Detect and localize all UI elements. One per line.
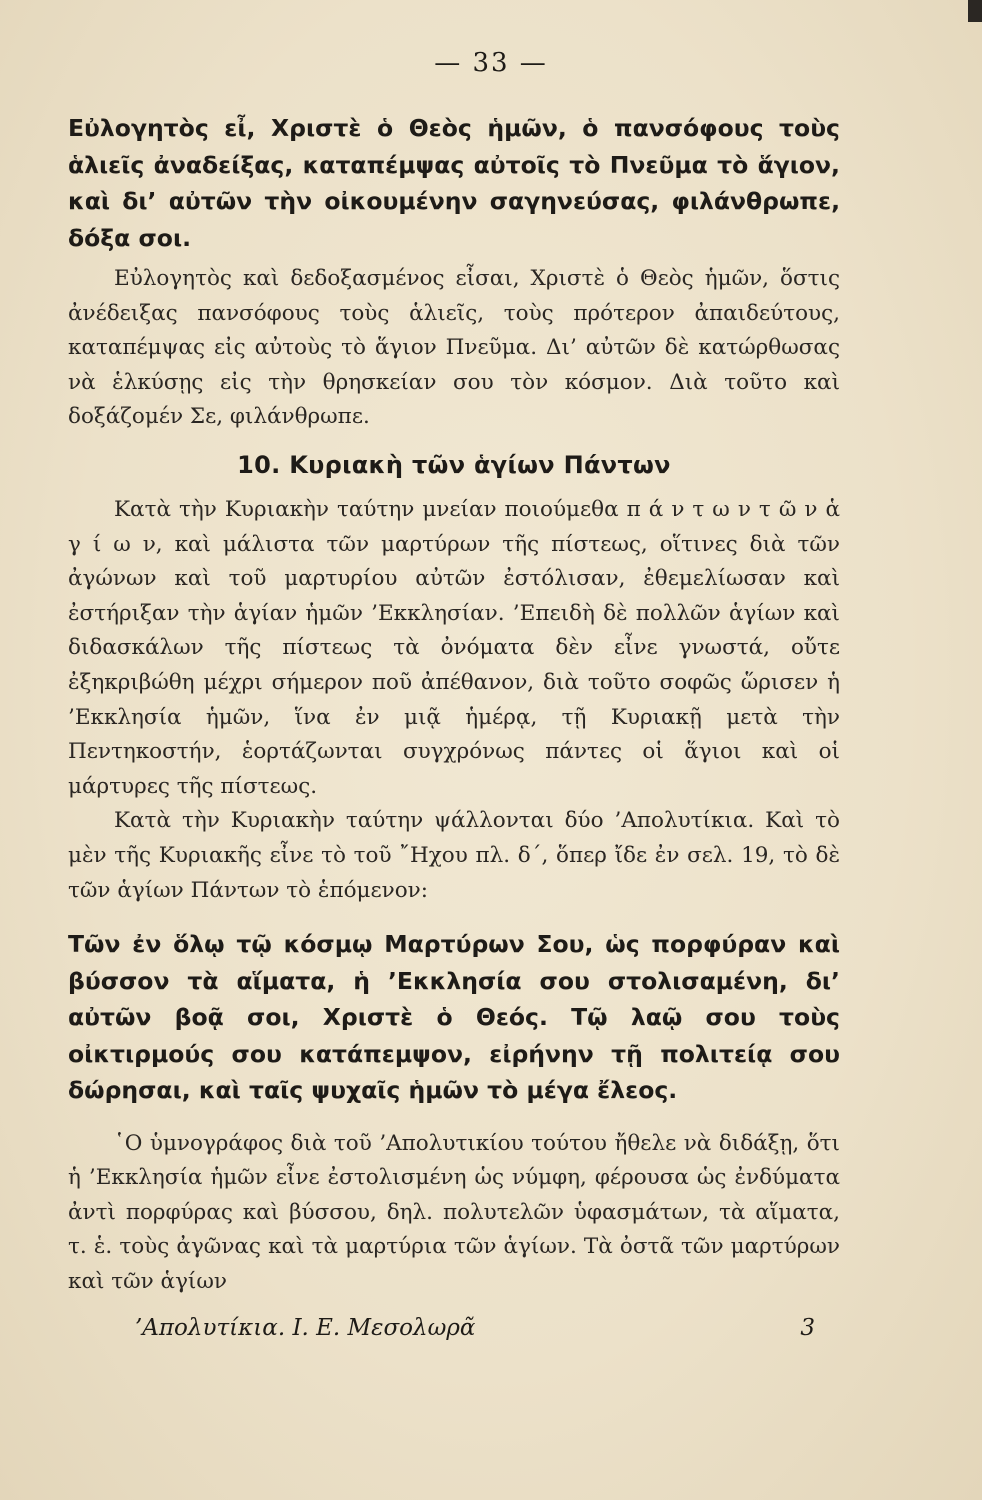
footer-title: ’Απολυτίκια. Ι. Ε. Μεσολωρᾶ bbox=[135, 1315, 476, 1341]
scan-edge-mark bbox=[968, 0, 982, 22]
page-body bbox=[68, 110, 840, 1300]
body-paragraph-1: Κατὰ τὴν Κυριακὴν ταύτην μνείαν ποιούμεθα π ά ν τ ω ν τ ῶ ν ἁ γ ί ω ν, καὶ μάλιστα τῶν μαρτύρων τῆς πίστεως, οἵτινες διὰ τῶν ἀγώνων καὶ τοῦ μαρτυρίου αὐτῶν ἐστόλισαν, ἐθεμελίωσαν καὶ ἐστήριξαν τὴν ἁγίαν ἡμῶν ’Εκκλησίαν. ’Επειδὴ δὲ πολλῶν ἁγίων καὶ διδασκάλων τῆς πίστεως τὰ ὀνόματα δὲν εἶνε γνωστά, οὔτε ἐξηκριβώθη μέχρι σήμερον ποῦ ἀπέθανον, διὰ τοῦτο σοφῶς ὥρισεν ἡ ’Εκκλησία ἡμῶν, ἵνα ἐν μιᾷ ἡμέρᾳ, τῇ Κυριακῇ μετὰ τὴν Πεντηκοστήν, ἑορτάζωνται συγχρόνως πάντες οἱ ἅγιοι καὶ οἱ μάρτυρες τῆς πίστεως. bbox=[68, 496, 840, 799]
page-footer bbox=[135, 1315, 815, 1341]
page-number: — 33 — bbox=[434, 48, 548, 78]
signature-mark: 3 bbox=[800, 1315, 815, 1341]
section-heading: 10. Κυριακὴ τῶν ἁγίων Πάντων bbox=[237, 450, 671, 479]
hymn-paragraph-1: Εὐλογητὸς εἶ, Χριστὲ ὁ Θεὸς ἡμῶν, ὁ πανσόφους τοὺς ἁλιεῖς ἀναδείξας, καταπέμψας αὐτοῖς τὸ Πνεῦμα τὸ ἅγιον, καὶ δι’ αὐτῶν τὴν οἰκουμένην σαγηνεύσας, φιλάνθρωπε, δόξα σοι. bbox=[68, 114, 840, 252]
hymn-paragraph-2: Τῶν ἐν ὅλῳ τῷ κόσμῳ Μαρτύρων Σου, ὡς πορφύραν καὶ βύσσον τὰ αἵματα, ἡ ’Εκκλησία σου στολισαμένη, δι’ αὐτῶν βοᾷ σοι, Χριστὲ ὁ Θεός. Τῷ λαῷ σου τοὺς οἰκτιρμούς σου κατάπεμψον, εἰρήνην τῇ πολιτείᾳ σου δώρησαι, καὶ ταῖς ψυχαῖς ἡμῶν τὸ μέγα ἔλεος. bbox=[68, 930, 840, 1105]
body-paragraph-2: Κατὰ τὴν Κυριακὴν ταύτην ψάλλονται δύο ’Απολυτίκια. Καὶ τὸ μὲν τῆς Κυριακῆς εἶνε τὸ τοῦ ῎Ηχου πλ. δ΄, ὅπερ ἴδε ἐν σελ. 19, τὸ δὲ τῶν ἁγίων Πάντων τὸ ἑπόμενον: bbox=[68, 808, 840, 903]
commentary-paragraph-2: ῾Ο ὑμνογράφος διὰ τοῦ ’Απολυτικίου τούτου ἤθελε νὰ διδάξῃ, ὅτι ἡ ’Εκκλησία ἡμῶν εἶνε ἐστολισμένη ὡς νύμφη, φέρουσα ὡς ἐνδύματα ἀντὶ πορφύρας καὶ βύσσου, δηλ. πολυτελῶν ὑφασμάτων, τὰ αἵματα, τ. ἑ. τοὺς ἀγῶνας καὶ τὰ μαρτύρια τῶν ἁγίων. Τὰ ὀστᾶ τῶν μαρτύρων καὶ τῶν ἁγίων bbox=[68, 1130, 840, 1294]
commentary-paragraph-1: Εὐλογητὸς καὶ δεδοξασμένος εἶσαι, Χριστὲ ὁ Θεὸς ἡμῶν, ὅστις ἀνέδειξας πανσόφους τοὺς ἁλιεῖς, τοὺς πρότερον ἀπαιδεύτους, καταπέμψας εἰς αὐτοὺς τὸ ἅγιον Πνεῦμα. Δι’ αὐτῶν δὲ κατώρθωσας νὰ ἑλκύσῃς εἰς τὴν θρησκείαν σου τὸν κόσμον. Διὰ τοῦτο καὶ δοξάζομέν Σε, φιλάνθρωπε. bbox=[68, 266, 840, 430]
